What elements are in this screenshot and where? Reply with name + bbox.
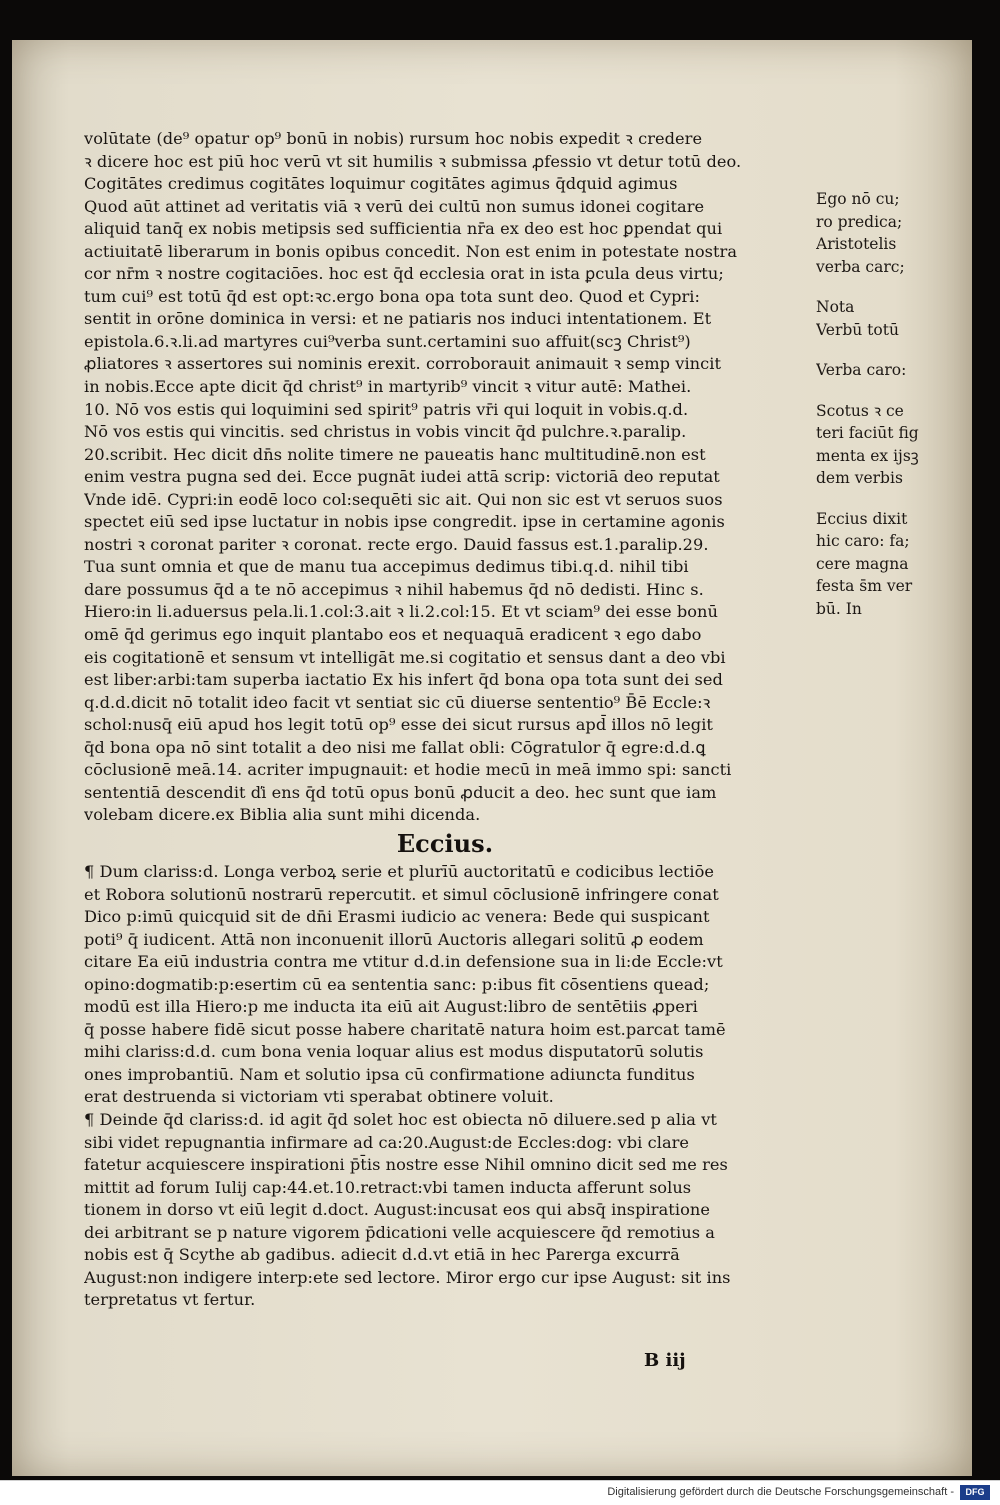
margin-note-line: festa s̄m ver — [816, 577, 913, 595]
text-line: dare possumus q̄d a te nō accepimus ꝛ nihil habemus q̄d nō dedisti. Hinc s. — [84, 579, 704, 599]
margin-note — [816, 400, 944, 490]
text-line: epistola.6.ꝛ.li.ad martyres cui⁹verba sunt.certamini suo affuit(scꝫ Christ⁹) — [84, 331, 691, 351]
margin-note-line: Verba caro: — [816, 361, 907, 379]
margin-note-line: Ego nō cu; — [816, 190, 900, 208]
text-line: Cogitātes credimus cogitātes loquimur cogitātes agimus q̄dquid agimus — [84, 174, 678, 194]
margin-note — [816, 188, 944, 278]
text-line: August:non indigere interp:ete sed lectore. Miror ergo cur ipse August: sit ins — [84, 1267, 731, 1287]
text-line: citare Ea eiū industria contra me vtitur d.d.in defensione sua in li:de Eccle:vt — [84, 952, 723, 972]
margin-note-line: menta ex ijsꝫ — [816, 446, 919, 465]
text-line: erat destruenda si victoriam vti sperabat obtinere voluit. — [84, 1087, 554, 1107]
text-line: dei arbitrant se p nature vigorem p̄dicationi velle acquiescere q̄d remotius a — [84, 1222, 715, 1242]
text-line: q.d.d.dicit nō totalit ideo facit vt sentiat sic cū diuerse sententio⁹ B̄ē Eccle:ꝛ — [84, 692, 711, 712]
margin-note-line: Scotus ꝛ ce — [816, 401, 904, 420]
text-line: opino:dogmatib:p:esertim cū ea sententia sanc: p:ibus fit cōsentiens quead; — [84, 974, 710, 994]
text-line: volūtate (de⁹ opatur op⁹ bonū in nobis) rursum hoc nobis expedit ꝛ credere — [84, 129, 703, 148]
text-line: ¶ Dum clariss:d. Longa verboꝝ serie et plurīū auctoritatū e codicibus lectiōe — [84, 861, 715, 881]
text-line: 20.scribit. Hec dicit dn̄s nolite timere ne paueatis hanc multitudinē.non est — [84, 444, 706, 464]
text-line: schol:nusq̄ eiū apud hos legit totū op⁹ esse dei sicut rursus apd̄ illos nō legit — [84, 715, 713, 735]
text-line: cōclusionē meā.14. acriter impugnauit: et hodie mecū in meā immo spi: sancti — [84, 760, 732, 780]
text-line: nostri ꝛ coronat pariter ꝛ coronat. recte ergo. Dauid fassus est.1.paralip.29. — [84, 534, 709, 554]
section-heading: Eccius. — [396, 828, 494, 858]
text-line: omē q̄d gerimus ego inquit plantabo eos et nequaquā eradicent ꝛ ego dabo — [84, 625, 702, 645]
margin-note-line: bū. In — [816, 599, 862, 618]
margin-notes — [816, 188, 944, 638]
footer-credit-text: Digitalisierung gefördert durch die Deutsche Forschungsgemeinschaft - — [607, 1486, 954, 1498]
main-text-block — [84, 128, 806, 1312]
margin-note — [816, 296, 944, 341]
text-line: tionem in dorso vt eiū legit d.doct. August:incusat eos qui absq̄ inspiratione — [84, 1200, 710, 1220]
footer-bar — [0, 1480, 1000, 1505]
text-line: mihi clariss:d.d. cum bona venia loquar alius est modus disputatorū solutis — [84, 1042, 704, 1062]
text-line: spectet eiū sed ipse luctatur in nobis ipse congredit. ipse in certamine agonis — [84, 512, 725, 532]
text-line: ¶ Deinde q̄d clariss:d. id agit q̄d solet hoc est obiecta nō diluere.sed p alia vt — [84, 1109, 717, 1129]
text-line: Nō vos estis qui vincitis. sed christus in vobis vincit q̄d pulchre.ꝛ.paralip. — [84, 422, 687, 442]
main-text-part-2 — [84, 861, 806, 1312]
margin-note-line: hic caro: fa; — [816, 532, 910, 550]
margin-note-line: verba carc; — [816, 257, 905, 276]
text-line: modū est illa Hiero:p me inducta ita eiū ait August:libro de sentētiis ꝓperi — [84, 997, 698, 1017]
text-line: aliquid tanq̄ ex nobis metipsis sed sufficientia nr̄a ex deo est hoc ꝑpendat qui — [84, 219, 723, 239]
margin-note-line: Eccius dixit — [816, 509, 908, 528]
book-page — [12, 40, 972, 1476]
text-line: Tua sunt omnia et que de manu tua accepimus dedimus tibi.q.d. nihil tibi — [84, 557, 689, 577]
text-line: Vnde idē. Cypri:in eodē loco col:sequēti sic ait. Qui non sic est vt seruos suos — [84, 489, 723, 509]
margin-note-line: cere magna — [816, 554, 909, 573]
dfg-logo: DFG — [960, 1485, 990, 1500]
text-line: ones improbantiū. Nam et solutio ipsa cū confirmatione adiuncta funditus — [84, 1064, 695, 1084]
margin-note-line: Aristotelis — [816, 235, 897, 253]
text-line: nobis est q̄ Scythe ab gadibus. adiecit d.d.vt etiā in hec Parerga excurrā — [84, 1245, 680, 1265]
text-line: Dico p:imū quicquid sit de dn̄i Erasmi iudicio ac venera: Bede qui suspicant — [84, 907, 710, 927]
text-line: eis cogitationē et sensum vt intelligāt me.si cogitatio et sensus dant a deo vbi — [84, 647, 726, 667]
text-line: q̄d bona opa nō sint totalit a deo nisi me fallat obli: Cōgratulor q̄ egre:d.d.ꝗ — [84, 737, 706, 757]
margin-note-line: Nota — [816, 298, 855, 316]
text-line: terpretatus vt fertur. — [84, 1290, 256, 1310]
text-line: ꝛ dicere hoc est piū hoc verū vt sit humilis ꝛ submissa ꝓfessio vt detur totū deo. — [84, 151, 742, 171]
text-line: enim vestra pugna sed dei. Ecce pugnāt iudei attā scrip: victoriā deo reputat — [84, 467, 720, 487]
signature-mark: B iij — [644, 1350, 686, 1371]
text-line: et Robora solutionū nostrarū repercutit. et simul cōclusionē infringere conat — [84, 884, 719, 904]
margin-note — [816, 359, 944, 382]
text-line: volebam dicere.ex Biblia alia sunt mihi dicenda. — [84, 805, 481, 825]
text-line: 10. Nō vos estis qui loquimini sed spirit⁹ patris vr̄i qui loquit in vobis.q.d. — [84, 399, 689, 419]
text-line: cor nr̄m ꝛ nostre cogitaciōes. hoc est q̄d ecclesia orat in ista ꝑcula deus virtu; — [84, 264, 724, 284]
text-line: ꝓliatores ꝛ assertores sui nominis erexit. corroborauit animauit ꝛ semp vincit — [84, 354, 722, 374]
text-line: Hiero:in li.aduersus pela.li.1.col:3.ait ꝛ li.2.col:15. Et vt sciam⁹ dei esse bonū — [84, 602, 719, 622]
text-line: actiuitatē liberarum in bonis opibus concedit. Non est enim in potestate nostra — [84, 241, 738, 261]
text-line: fatetur acquiescere inspirationi p̄t̄is nostre esse Nihil omnino dicit sed me res — [84, 1155, 728, 1175]
main-text-part-1 — [84, 128, 806, 827]
margin-note-line: dem verbis — [816, 469, 903, 487]
text-line: sententiā descendit ďi ens q̄d totū opus bonū ꝓducit a deo. hec sunt que iam — [84, 782, 717, 802]
text-line: sentit in orōne dominica in versi: et ne patiaris nos induci intentationem. Et — [84, 309, 712, 329]
text-line: Quod aūt attinet ad veritatis viā ꝛ verū dei cultū non sumus idonei cogitare — [84, 196, 705, 216]
text-line: q̄ posse habere fidē sicut posse habere charitatē natura hoim est.parcat tamē — [84, 1019, 726, 1039]
margin-note-line: Verbū totū — [816, 320, 899, 339]
text-line: poti⁹ q̄ iudicent. Attā non inconuenit illorū Auctoris allegari solitū ꝓ eodem — [84, 929, 704, 949]
text-line: sibi videt repugnantia infirmare ad ca:20.August:de Eccles:dog: vbi clare — [84, 1132, 690, 1152]
text-line: est liber:arbi:tam superba iactatio Ex his infert q̄d bona opa tota sunt dei sed — [84, 670, 723, 690]
text-line: mittit ad forum Iulij cap:44.et.10.retract:vbi tamen inducta afferunt solus — [84, 1177, 692, 1197]
text-line: in nobis.Ecce apte dicit q̄d christ⁹ in martyrib⁹ vincit ꝛ vitur autē: Mathei. — [84, 377, 692, 397]
text-line: tum cui⁹ est totū q̄d est opt:ꝛc.ergo bona opa tota sunt deo. Quod et Cypri: — [84, 286, 701, 306]
margin-note — [816, 508, 944, 621]
margin-note-line: teri faciūt fig — [816, 424, 919, 442]
margin-note-line: ro predica; — [816, 212, 903, 231]
